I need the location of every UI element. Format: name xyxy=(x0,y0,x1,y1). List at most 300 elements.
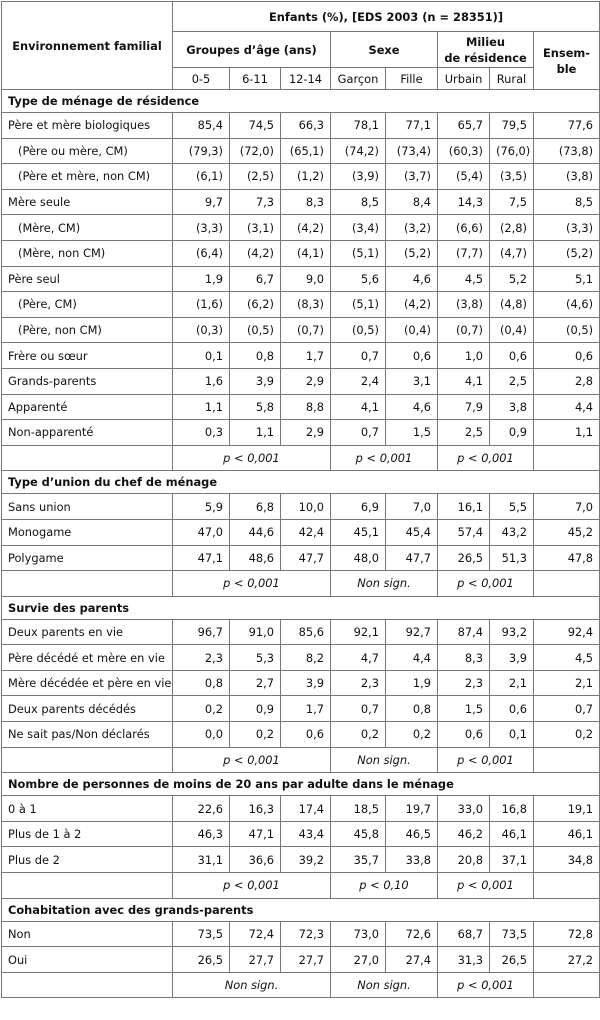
cell-value: 0,6 xyxy=(386,343,438,369)
cell-value: 8,3 xyxy=(438,645,490,671)
cell-value: 2,3 xyxy=(173,645,230,671)
cell-value: 47,7 xyxy=(386,545,438,571)
cell-value: (0,7) xyxy=(438,317,490,343)
cell-value: 77,1 xyxy=(386,113,438,139)
cell-value: 0,0 xyxy=(173,722,230,748)
cell-value: 85,4 xyxy=(173,113,230,139)
cell-value: (1,2) xyxy=(281,164,331,190)
table-row xyxy=(2,189,600,215)
cell-value: 4,5 xyxy=(438,266,490,292)
cell-value: 3,9 xyxy=(281,670,331,696)
cell-value: 27,7 xyxy=(281,947,331,973)
cell-value: 4,6 xyxy=(386,266,438,292)
table-row xyxy=(2,343,600,369)
cell-value: 16,1 xyxy=(438,494,490,520)
row-label: (Père, non CM) xyxy=(2,317,173,343)
cell-value: (73,8) xyxy=(534,138,600,164)
cell-value: (74,2) xyxy=(331,138,386,164)
cell-value: 0,2 xyxy=(230,722,281,748)
cell-value: (5,1) xyxy=(331,292,386,318)
test-row xyxy=(2,445,600,471)
cell-value: 1,7 xyxy=(281,696,331,722)
row-label: Plus de 1 à 2 xyxy=(2,821,173,847)
cell-value: (0,5) xyxy=(534,317,600,343)
cell-value: 19,7 xyxy=(386,796,438,822)
subcol-garcon: Garçon xyxy=(331,68,386,90)
cell-value: (72,0) xyxy=(230,138,281,164)
cell-value: 43,4 xyxy=(281,821,331,847)
cell-value: 93,2 xyxy=(490,619,534,645)
cell-value: (6,4) xyxy=(173,240,230,266)
test-ensemble-empty xyxy=(534,873,600,899)
cell-value: 1,6 xyxy=(173,368,230,394)
table-row xyxy=(2,138,600,164)
cell-value: 26,5 xyxy=(438,545,490,571)
cell-value: 27,0 xyxy=(331,947,386,973)
cell-value: (3,1) xyxy=(230,215,281,241)
cell-value: 4,4 xyxy=(534,394,600,420)
cell-value: 51,3 xyxy=(490,545,534,571)
cell-value: 33,8 xyxy=(386,847,438,873)
header-env-label: Environnement familial xyxy=(2,2,173,90)
cell-value: (4,2) xyxy=(386,292,438,318)
test-age: Non sign. xyxy=(173,972,331,998)
cell-value: 48,6 xyxy=(230,545,281,571)
test-age: p < 0,001 xyxy=(173,571,331,597)
table-row xyxy=(2,394,600,420)
table-row xyxy=(2,292,600,318)
cell-value: 27,2 xyxy=(534,947,600,973)
cell-value: 1,1 xyxy=(534,420,600,446)
cell-value: (0,5) xyxy=(331,317,386,343)
cell-value: 2,3 xyxy=(438,670,490,696)
cell-value: 46,3 xyxy=(173,821,230,847)
cell-value: (73,4) xyxy=(386,138,438,164)
cell-value: (3,5) xyxy=(490,164,534,190)
table-body xyxy=(2,90,600,998)
row-label: Non-apparenté xyxy=(2,420,173,446)
cell-value: 5,1 xyxy=(534,266,600,292)
row-label: Père décédé et mère en vie xyxy=(2,645,173,671)
cell-value: 8,5 xyxy=(534,189,600,215)
cell-value: 27,4 xyxy=(386,947,438,973)
cell-value: 6,8 xyxy=(230,494,281,520)
cell-value: 0,2 xyxy=(534,722,600,748)
cell-value: 2,9 xyxy=(281,368,331,394)
cell-value: 1,1 xyxy=(230,420,281,446)
row-label: (Mère, non CM) xyxy=(2,240,173,266)
cell-value: 74,5 xyxy=(230,113,281,139)
cell-value: 5,5 xyxy=(490,494,534,520)
cell-value: 0,7 xyxy=(534,696,600,722)
cell-value: 46,2 xyxy=(438,821,490,847)
table-row xyxy=(2,670,600,696)
cell-value: (3,3) xyxy=(173,215,230,241)
table-row xyxy=(2,240,600,266)
cell-value: (3,8) xyxy=(534,164,600,190)
cell-value: 42,4 xyxy=(281,519,331,545)
cell-value: 72,3 xyxy=(281,921,331,947)
table-row xyxy=(2,368,600,394)
test-age: p < 0,001 xyxy=(173,873,331,899)
cell-value: 5,6 xyxy=(331,266,386,292)
cell-value: (4,2) xyxy=(230,240,281,266)
cell-value: 1,1 xyxy=(173,394,230,420)
subcol-0-5: 0-5 xyxy=(173,68,230,90)
cell-value: 47,0 xyxy=(173,519,230,545)
test-milieu: p < 0,001 xyxy=(438,972,534,998)
row-label: (Mère, CM) xyxy=(2,215,173,241)
test-milieu: p < 0,001 xyxy=(438,445,534,471)
cell-value: 47,1 xyxy=(230,821,281,847)
test-row-empty xyxy=(2,747,173,773)
cell-value: 0,6 xyxy=(534,343,600,369)
cell-value: (3,7) xyxy=(386,164,438,190)
cell-value: 65,7 xyxy=(438,113,490,139)
cell-value: 0,6 xyxy=(438,722,490,748)
cell-value: 48,0 xyxy=(331,545,386,571)
row-label: Oui xyxy=(2,947,173,973)
cell-value: (4,7) xyxy=(490,240,534,266)
cell-value: (5,1) xyxy=(331,240,386,266)
cell-value: (3,8) xyxy=(438,292,490,318)
table-row xyxy=(2,266,600,292)
row-label: Grands-parents xyxy=(2,368,173,394)
cell-value: 1,0 xyxy=(438,343,490,369)
section-header xyxy=(2,471,600,494)
row-label: Mère seule xyxy=(2,189,173,215)
cell-value: 8,8 xyxy=(281,394,331,420)
cell-value: 14,3 xyxy=(438,189,490,215)
cell-value: 5,8 xyxy=(230,394,281,420)
cell-value: 0,8 xyxy=(173,670,230,696)
cell-value: 2,5 xyxy=(438,420,490,446)
cell-value: 3,1 xyxy=(386,368,438,394)
group-ensemble-line1: Ensem- xyxy=(543,45,591,60)
table-row xyxy=(2,317,600,343)
group-ensemble-line2: ble xyxy=(556,61,577,76)
row-label: Père seul xyxy=(2,266,173,292)
cell-value: 72,4 xyxy=(230,921,281,947)
cell-value: 73,5 xyxy=(173,921,230,947)
cell-value: 22,6 xyxy=(173,796,230,822)
cell-value: (4,2) xyxy=(281,215,331,241)
table-row xyxy=(2,494,600,520)
section-header xyxy=(2,596,600,619)
cell-value: 7,3 xyxy=(230,189,281,215)
test-row xyxy=(2,747,600,773)
cell-value: (4,8) xyxy=(490,292,534,318)
cell-value: 35,7 xyxy=(331,847,386,873)
cell-value: 47,1 xyxy=(173,545,230,571)
table-row xyxy=(2,215,600,241)
test-ensemble-empty xyxy=(534,972,600,998)
cell-value: 45,8 xyxy=(331,821,386,847)
test-ensemble-empty xyxy=(534,571,600,597)
table-row xyxy=(2,164,600,190)
cell-value: 72,6 xyxy=(386,921,438,947)
cell-value: (6,1) xyxy=(173,164,230,190)
cell-value: 0,1 xyxy=(173,343,230,369)
cell-value: 31,1 xyxy=(173,847,230,873)
cell-value: 4,7 xyxy=(331,645,386,671)
table-row xyxy=(2,696,600,722)
subcol-12-14: 12-14 xyxy=(281,68,331,90)
cell-value: 45,4 xyxy=(386,519,438,545)
cell-value: (7,7) xyxy=(438,240,490,266)
test-row-empty xyxy=(2,972,173,998)
table-row xyxy=(2,947,600,973)
cell-value: 27,7 xyxy=(230,947,281,973)
row-label: Polygame xyxy=(2,545,173,571)
row-label: Sans union xyxy=(2,494,173,520)
row-label: Monogame xyxy=(2,519,173,545)
cell-value: (3,9) xyxy=(331,164,386,190)
table-row xyxy=(2,619,600,645)
cell-value: 0,7 xyxy=(331,343,386,369)
cell-value: 0,6 xyxy=(490,343,534,369)
cell-value: 85,6 xyxy=(281,619,331,645)
cell-value: 72,8 xyxy=(534,921,600,947)
test-milieu: p < 0,001 xyxy=(438,747,534,773)
cell-value: 26,5 xyxy=(490,947,534,973)
cell-value: 26,5 xyxy=(173,947,230,973)
row-label: Frère ou sœur xyxy=(2,343,173,369)
cell-value: 92,7 xyxy=(386,619,438,645)
test-milieu: p < 0,001 xyxy=(438,873,534,899)
cell-value: 47,7 xyxy=(281,545,331,571)
subcol-fille: Fille xyxy=(386,68,438,90)
cell-value: 43,2 xyxy=(490,519,534,545)
cell-value: 4,6 xyxy=(386,394,438,420)
cell-value: 33,0 xyxy=(438,796,490,822)
group-sexe: Sexe xyxy=(331,32,438,68)
table-row xyxy=(2,847,600,873)
section-header xyxy=(2,90,600,113)
row-label: Non xyxy=(2,921,173,947)
cell-value: 2,3 xyxy=(331,670,386,696)
subcol-urbain: Urbain xyxy=(438,68,490,90)
group-ensemble xyxy=(534,32,600,90)
cell-value: 20,8 xyxy=(438,847,490,873)
cell-value: (3,3) xyxy=(534,215,600,241)
cell-value: 6,9 xyxy=(331,494,386,520)
cell-value: 45,2 xyxy=(534,519,600,545)
test-row-empty xyxy=(2,571,173,597)
cell-value: 8,3 xyxy=(281,189,331,215)
test-ensemble-empty xyxy=(534,445,600,471)
cell-value: 5,2 xyxy=(490,266,534,292)
cell-value: 1,9 xyxy=(386,670,438,696)
subcol-rural: Rural xyxy=(490,68,534,90)
cell-value: (4,6) xyxy=(534,292,600,318)
cell-value: 16,3 xyxy=(230,796,281,822)
cell-value: 8,4 xyxy=(386,189,438,215)
cell-value: 0,7 xyxy=(331,420,386,446)
cell-value: 78,1 xyxy=(331,113,386,139)
cell-value: 79,5 xyxy=(490,113,534,139)
cell-value: 2,1 xyxy=(534,670,600,696)
row-label: (Père ou mère, CM) xyxy=(2,138,173,164)
cell-value: (2,5) xyxy=(230,164,281,190)
cell-value: 36,6 xyxy=(230,847,281,873)
test-row xyxy=(2,972,600,998)
row-label: Apparenté xyxy=(2,394,173,420)
cell-value: (0,4) xyxy=(386,317,438,343)
cell-value: 2,7 xyxy=(230,670,281,696)
table-row xyxy=(2,545,600,571)
cell-value: (4,1) xyxy=(281,240,331,266)
cell-value: 73,0 xyxy=(331,921,386,947)
cell-value: 0,2 xyxy=(386,722,438,748)
test-sexe: p < 0,001 xyxy=(331,445,438,471)
cell-value: 9,7 xyxy=(173,189,230,215)
table-row xyxy=(2,420,600,446)
table-row xyxy=(2,722,600,748)
table-row xyxy=(2,113,600,139)
cell-value: 1,5 xyxy=(386,420,438,446)
cell-value: 8,2 xyxy=(281,645,331,671)
section-header xyxy=(2,898,600,921)
cell-value: (65,1) xyxy=(281,138,331,164)
row-label: Deux parents décédés xyxy=(2,696,173,722)
cell-value: 0,7 xyxy=(331,696,386,722)
cell-value: 34,8 xyxy=(534,847,600,873)
test-sexe: Non sign. xyxy=(331,571,438,597)
cell-value: 66,3 xyxy=(281,113,331,139)
cell-value: 19,1 xyxy=(534,796,600,822)
cell-value: 4,1 xyxy=(331,394,386,420)
cell-value: (60,3) xyxy=(438,138,490,164)
cell-value: 45,1 xyxy=(331,519,386,545)
cell-value: (0,5) xyxy=(230,317,281,343)
cell-value: 2,1 xyxy=(490,670,534,696)
table-row xyxy=(2,645,600,671)
cell-value: 18,5 xyxy=(331,796,386,822)
cell-value: 46,5 xyxy=(386,821,438,847)
cell-value: 68,7 xyxy=(438,921,490,947)
cell-value: (5,2) xyxy=(386,240,438,266)
section-title: Nombre de personnes de moins de 20 ans par adulte dans le ménage xyxy=(2,773,600,796)
cell-value: (79,3) xyxy=(173,138,230,164)
cell-value: 16,8 xyxy=(490,796,534,822)
cell-value: (0,3) xyxy=(173,317,230,343)
row-label: Mère décédée et père en vie xyxy=(2,670,173,696)
cell-value: 3,8 xyxy=(490,394,534,420)
cell-value: (8,3) xyxy=(281,292,331,318)
cell-value: 3,9 xyxy=(230,368,281,394)
cell-value: 10,0 xyxy=(281,494,331,520)
cell-value: 0,9 xyxy=(230,696,281,722)
cell-value: (0,7) xyxy=(281,317,331,343)
cell-value: (6,2) xyxy=(230,292,281,318)
test-sexe: Non sign. xyxy=(331,972,438,998)
group-milieu xyxy=(438,32,534,68)
section-title: Cohabitation avec des grands-parents xyxy=(2,898,600,921)
cell-value: (3,4) xyxy=(331,215,386,241)
table-row xyxy=(2,921,600,947)
row-label: Ne sait pas/Non déclarés xyxy=(2,722,173,748)
cell-value: 7,5 xyxy=(490,189,534,215)
test-ensemble-empty xyxy=(534,747,600,773)
cell-value: 96,7 xyxy=(173,619,230,645)
cell-value: 91,0 xyxy=(230,619,281,645)
cell-value: (3,2) xyxy=(386,215,438,241)
cell-value: 4,4 xyxy=(386,645,438,671)
cell-value: 0,2 xyxy=(173,696,230,722)
cell-value: 1,5 xyxy=(438,696,490,722)
row-label: Père et mère biologiques xyxy=(2,113,173,139)
table-row xyxy=(2,821,600,847)
cell-value: 2,5 xyxy=(490,368,534,394)
cell-value: 0,9 xyxy=(490,420,534,446)
test-age: p < 0,001 xyxy=(173,747,331,773)
cell-value: 46,1 xyxy=(490,821,534,847)
cell-value: 44,6 xyxy=(230,519,281,545)
cell-value: 2,4 xyxy=(331,368,386,394)
row-label: (Père et mère, non CM) xyxy=(2,164,173,190)
row-label: 0 à 1 xyxy=(2,796,173,822)
cell-value: 2,8 xyxy=(534,368,600,394)
cell-value: 4,1 xyxy=(438,368,490,394)
cell-value: 39,2 xyxy=(281,847,331,873)
row-label: Plus de 2 xyxy=(2,847,173,873)
test-sexe: Non sign. xyxy=(331,747,438,773)
section-header xyxy=(2,773,600,796)
cell-value: 9,0 xyxy=(281,266,331,292)
cell-value: (2,8) xyxy=(490,215,534,241)
subcol-6-11: 6-11 xyxy=(230,68,281,90)
cell-value: 0,3 xyxy=(173,420,230,446)
section-title: Survie des parents xyxy=(2,596,600,619)
cell-value: 0,8 xyxy=(386,696,438,722)
cell-value: 3,9 xyxy=(490,645,534,671)
cell-value: 0,6 xyxy=(490,696,534,722)
test-age: p < 0,001 xyxy=(173,445,331,471)
cell-value: 5,9 xyxy=(173,494,230,520)
cell-value: 5,3 xyxy=(230,645,281,671)
test-sexe: p < 0,10 xyxy=(331,873,438,899)
cell-value: 57,4 xyxy=(438,519,490,545)
cell-value: (0,4) xyxy=(490,317,534,343)
test-row xyxy=(2,571,600,597)
table-title: Enfants (%), [EDS 2003 (n = 28351)] xyxy=(173,2,600,32)
group-age: Groupes d’âge (ans) xyxy=(173,32,331,68)
group-milieu-line2: de résidence xyxy=(444,50,527,65)
table-row xyxy=(2,519,600,545)
group-milieu-line1: Milieu xyxy=(466,34,505,49)
test-row-empty xyxy=(2,873,173,899)
row-label: (Père, CM) xyxy=(2,292,173,318)
cell-value: 0,8 xyxy=(230,343,281,369)
cell-value: 0,1 xyxy=(490,722,534,748)
cell-value: 7,0 xyxy=(534,494,600,520)
cell-value: (5,4) xyxy=(438,164,490,190)
data-table xyxy=(1,1,600,998)
cell-value: (1,6) xyxy=(173,292,230,318)
cell-value: (5,2) xyxy=(534,240,600,266)
test-row xyxy=(2,873,600,899)
cell-value: 8,5 xyxy=(331,189,386,215)
section-title: Type de ménage de résidence xyxy=(2,90,600,113)
cell-value: 92,1 xyxy=(331,619,386,645)
cell-value: 47,8 xyxy=(534,545,600,571)
cell-value: 46,1 xyxy=(534,821,600,847)
cell-value: 87,4 xyxy=(438,619,490,645)
cell-value: 17,4 xyxy=(281,796,331,822)
test-milieu: p < 0,001 xyxy=(438,571,534,597)
cell-value: (6,6) xyxy=(438,215,490,241)
